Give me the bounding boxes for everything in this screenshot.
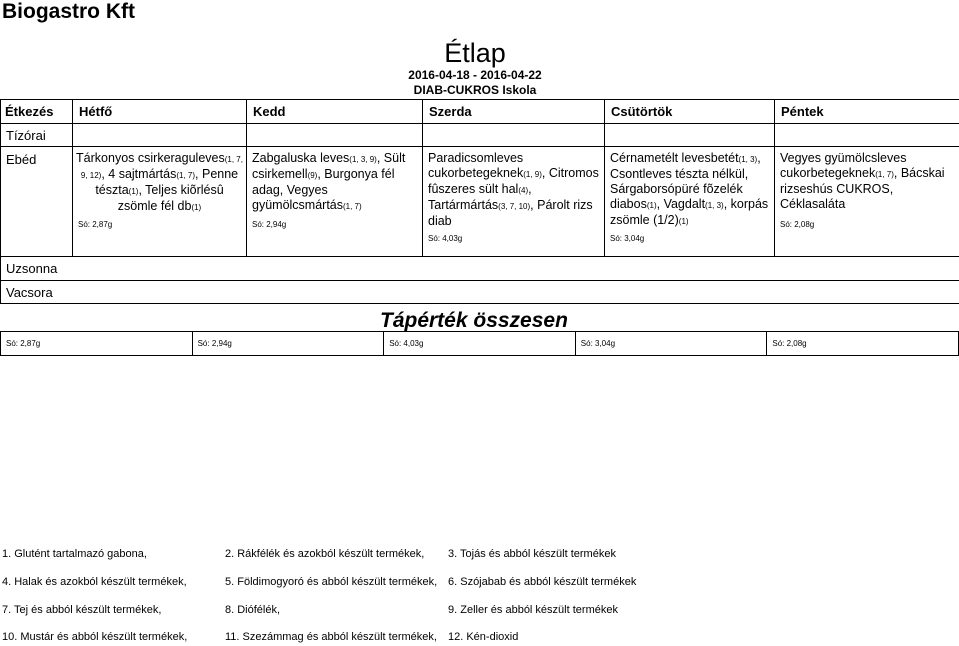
menu-table	[0, 99, 959, 304]
dish-szerda	[423, 147, 604, 243]
cell-empty	[423, 124, 605, 147]
allergen-code: (1)	[646, 201, 657, 210]
salt-value: Só: 3,04g	[610, 234, 645, 243]
salt-value: Só: 2,08g	[780, 220, 815, 229]
allergen-code: (1, 9)	[523, 170, 542, 179]
cell-empty	[247, 124, 423, 147]
tapertek-heading: Tápérték összesen	[380, 309, 568, 332]
row-vacsora	[1, 281, 959, 304]
row-label-ebed: Ebéd	[1, 147, 73, 257]
salt-value: Só: 2,94g	[252, 220, 287, 229]
legend-item: 4. Halak és azokból készült termékek,	[2, 576, 187, 588]
school-name: DIAB-CUKROS Iskola	[413, 83, 537, 97]
cell-empty	[73, 124, 247, 147]
total-kedd: Só: 2,94g	[192, 332, 384, 356]
total-hetfo: Só: 2,87g	[1, 332, 193, 356]
total-szerda: Só: 4,03g	[384, 332, 576, 356]
dish-text	[610, 151, 771, 229]
legend-item: 8. Diófélék,	[225, 604, 281, 616]
legend-item: 5. Földimogyoró és abból készült termékek,	[225, 576, 438, 588]
row-tizorai	[1, 124, 959, 147]
dish-name-part: , Bácskai rizseshús CUKROS, Céklasaláta	[780, 166, 945, 211]
totals-row	[1, 332, 959, 356]
dish-text	[428, 151, 601, 229]
header-etkezes: Étkezés	[1, 100, 73, 124]
date-range: 2016-04-18 - 2016-04-22	[408, 68, 542, 82]
header-pentek: Péntek	[775, 100, 959, 124]
allergen-code: (1)	[191, 203, 202, 212]
header-row	[1, 100, 959, 124]
cell-ebed-szerda	[423, 147, 605, 257]
dish-kedd	[247, 147, 422, 243]
legend-item: 10. Mustár és abból készült termékek,	[2, 631, 188, 643]
row-ebed	[1, 147, 959, 257]
dish-csutortok	[605, 147, 774, 243]
page-title: Étlap	[444, 38, 506, 68]
legend-item: 1. Glutént tartalmazó gabona,	[2, 548, 147, 560]
cell-ebed-kedd	[247, 147, 423, 257]
dish-hetfo	[73, 147, 246, 243]
row-uzsonna	[1, 257, 959, 281]
legend-item: 3. Tojás és abból készült termékek	[448, 548, 616, 560]
row-label-tizorai: Tízórai	[1, 124, 73, 147]
dish-name-part: Tárkonyos csirkeraguleves	[76, 151, 225, 165]
allergen-code: (1, 3)	[705, 201, 724, 210]
dish-text	[780, 151, 956, 212]
allergen-code: (1)	[128, 187, 139, 196]
total-csutortok: Só: 3,04g	[575, 332, 767, 356]
legend-item: 7. Tej és abból készült termékek,	[2, 604, 162, 616]
legend-item: 2. Rákfélék és azokból készült termékek,	[225, 548, 425, 560]
allergen-code: (1)	[678, 217, 689, 226]
dish-text	[76, 151, 243, 215]
salt-value: Só: 2,87g	[78, 220, 113, 229]
dish-name-part: , Csontleves tészta nélkül, Sárgaborsópüré fõzelék diabos	[610, 151, 761, 211]
legend-item: 9. Zeller és abból készült termékek	[448, 604, 618, 616]
allergen-code: (4)	[518, 186, 529, 195]
dish-name-part: , Párolt rizs diab	[428, 198, 593, 228]
allergen-code: (1, 7)	[343, 202, 362, 211]
dish-name-part: Paradicsomleves cukorbetegeknek	[428, 151, 524, 180]
dish-name-part: , 4 sajtmártás	[101, 167, 177, 181]
dish-name-part: , Sült csirkemell	[252, 151, 406, 181]
salt-value: Só: 4,03g	[428, 234, 463, 243]
dish-text	[252, 151, 419, 214]
dish-name-part: Zabgaluska leves	[252, 151, 350, 165]
allergen-code: (1, 7)	[176, 171, 196, 180]
dish-name-part: , Teljes kiõrlésû zsömle fél db	[117, 183, 224, 213]
dish-name-part: Vegyes gyümölcsleves cukorbetegeknek	[780, 151, 907, 180]
header-kedd: Kedd	[247, 100, 423, 124]
cell-empty	[775, 124, 959, 147]
legend-item: 12. Kén-dioxid	[448, 631, 519, 643]
dish-name-part: , korpás zsömle (1/2)	[610, 197, 769, 227]
header-szerda: Szerda	[423, 100, 605, 124]
total-pentek: Só: 2,08g	[767, 332, 959, 356]
allergen-code: (9)	[307, 171, 318, 180]
dish-name-part: , Burgonya fél adag, Vegyes gyümölcsmártás	[252, 167, 395, 212]
allergen-code: (3, 7, 10)	[498, 202, 531, 211]
legend-item: 6. Szójabab és abból készült termékek	[448, 576, 637, 588]
row-label-uzsonna: Uzsonna	[1, 257, 959, 281]
row-label-vacsora: Vacsora	[1, 281, 959, 304]
allergen-code: (1, 3, 9)	[349, 155, 377, 164]
allergen-code: (1, 3)	[738, 155, 758, 164]
company-name: Biogastro Kft	[2, 0, 135, 23]
dish-name-part: , Penne tészta	[95, 167, 239, 197]
dish-name-part: , Tartármártás	[428, 182, 532, 212]
allergen-code: (1, 7)	[875, 170, 894, 179]
cell-ebed-hetfo	[73, 147, 247, 257]
dish-name-part: , Citromos fûszeres sült hal	[428, 166, 599, 196]
allergen-code: (1, 7, 9, 12)	[80, 155, 243, 180]
dish-pentek	[775, 147, 959, 243]
dish-name-part: Cérnametélt levesbetét	[610, 151, 739, 165]
header-csutortok: Csütörtök	[605, 100, 775, 124]
totals-table	[0, 331, 959, 356]
cell-ebed-pentek	[775, 147, 959, 257]
legend-item: 11. Szezámmag és abból készült termékek,	[225, 631, 437, 643]
cell-empty	[605, 124, 775, 147]
cell-ebed-csutortok	[605, 147, 775, 257]
header-hetfo: Hétfő	[73, 100, 247, 124]
dish-name-part: , Vagdalt	[656, 197, 706, 211]
